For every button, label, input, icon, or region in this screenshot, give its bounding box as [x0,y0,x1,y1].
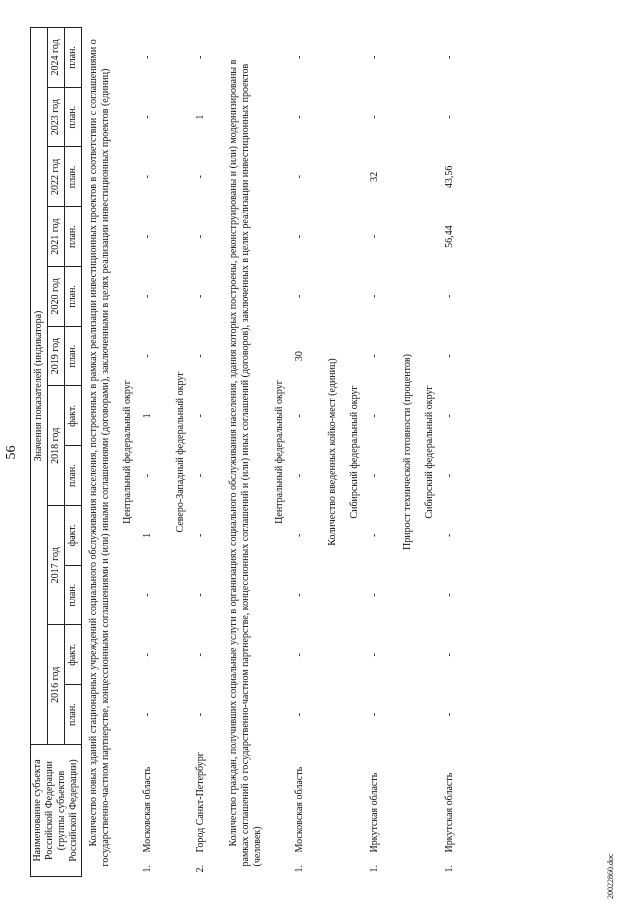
sub-header: план. [65,326,82,386]
sub-header: факт. [65,506,82,566]
table-cell: - [195,175,206,179]
indicator-title: Количество граждан, получивших социальные услуги в организациях социального обслуживания населения, здания которых построены, реконструированы и (или) модернизированы в рамках соглашений о государственно-частном партнерстве, концессионных соглашений и (или) иных соглашений (договоров), заключенных в целях реализации инвестиционных проектов (человек) [228,59,263,867]
table-cell: - [444,354,455,358]
table-cell: - [195,234,206,239]
table-cell: 32 [369,171,380,182]
table-row [365,28,396,877]
sub-header: факт. [65,386,82,446]
indicator-title: Количество введенных койко-мест (единиц) [327,358,338,546]
table-cell: - [369,593,380,597]
district-label: Сибирский федеральный округ [424,385,435,519]
district-label: Центральный федеральный округ [274,380,285,524]
table-cell: - [195,712,206,717]
row-number: 1. [444,865,455,873]
table-cell: 1 [142,532,153,538]
table-cell: - [294,175,305,179]
sub-header: план. [65,87,82,147]
row-number: 1. [294,865,305,873]
table-cell: - [195,533,206,538]
region-name: Московская область [294,766,305,853]
table-cell: - [369,414,380,418]
sub-header: план. [65,565,82,625]
table-row [191,28,222,877]
row-number: 1. [142,865,153,873]
table-cell: - [195,55,206,60]
table-cell: - [142,115,153,119]
year-2019: 2019 год [48,326,65,386]
table-cell: - [444,653,455,657]
district-label: Центральный федеральный округ [122,380,133,524]
table-cell: - [142,234,153,239]
table-cell: - [142,712,153,717]
sub-header: план. [65,446,82,506]
year-2016: 2016 год [48,625,65,745]
sub-header: план. [65,207,82,267]
district-label: Северо-Западный федеральный округ [175,371,186,533]
table-cell: - [369,354,380,358]
table-cell: - [369,653,380,657]
table-cell: - [142,294,153,299]
table-cell: - [294,593,305,597]
table-cell: - [294,712,305,717]
table-cell: - [142,593,153,597]
table-cell: - [369,294,380,299]
table-cell: - [195,653,206,657]
sub-header: план. [65,147,82,207]
table-cell: - [195,294,206,299]
table-cell: - [142,354,153,358]
year-2024: 2024 год [48,28,65,88]
sub-header: план. [65,267,82,327]
table-cell: - [195,593,206,597]
year-2023: 2023 год [48,87,65,147]
col-region-name: Наименование субъекта Российской Федерации (группы субъектов Российской Федерации) [31,745,82,877]
table-cell: - [444,533,455,538]
table-cell: - [294,533,305,538]
table-cell: - [142,473,153,478]
region-name: Иркутская область [369,772,380,853]
sub-header: план. [65,685,82,745]
table-cell: - [294,115,305,119]
table-cell: 56,44 [444,225,455,248]
table-cell: - [294,653,305,657]
year-2020: 2020 год [48,267,65,327]
region-name: Иркутская область [444,772,455,853]
district-label: Сибирский федеральный округ [349,385,360,519]
table-cell: - [294,55,305,60]
table-cell: 1 [195,114,206,120]
table-cell: - [294,234,305,239]
table-cell: - [195,473,206,478]
table-cell: 1 [142,413,153,419]
table-cell: - [444,55,455,60]
table-cell: - [369,712,380,717]
table-cell: - [142,55,153,60]
table-cell: - [369,473,380,478]
row-number: 2. [195,865,206,873]
table-cell: - [294,414,305,418]
table-cell: - [444,712,455,717]
indicator-title: Количество новых зданий стационарных учреждений социального обслуживания населения, построенных в рамках реализации инвестиционных проектов в соответствии с соглашениями о государственно-частном партнерстве, концессионными соглашениями и (или) иными соглашениями (договорами), заключенными в целях реализации инвестиционных проектов (единиц) [88,39,111,867]
values-title: Значения показателей (индикатора) [31,28,48,745]
table-cell: - [444,294,455,299]
table-cell: - [444,414,455,418]
table-cell: - [142,175,153,179]
table-cell: - [369,234,380,239]
table-cell: - [142,653,153,657]
document-id: 20022860.doc [606,853,615,899]
table-cell: - [294,473,305,478]
table-cell: - [444,473,455,478]
table-row [440,28,471,877]
sub-header: план. [65,28,82,88]
table-cell: - [369,55,380,60]
table-row [290,28,321,877]
table-cell: - [369,115,380,119]
table-cell: 43,56 [444,165,455,189]
page-number: 56 [4,445,19,460]
year-2021: 2021 год [48,207,65,267]
indicators-table [30,27,471,877]
table-row [138,28,169,877]
region-name: Московская область [142,766,153,853]
sub-header: факт. [65,625,82,685]
table-cell: 30 [294,351,305,362]
year-2017: 2017 год [48,506,65,626]
year-2018: 2018 год [48,386,65,506]
indicator-title: Прирост технической готовности (процентов) [402,354,413,550]
year-2022: 2022 год [48,147,65,207]
table-cell: - [444,115,455,119]
table-cell: - [369,533,380,538]
row-number: 1. [369,865,380,873]
table-cell: - [294,294,305,299]
table-cell: - [195,414,206,418]
table-cell: - [195,354,206,358]
table-cell: - [444,593,455,597]
region-name: Город Санкт-Петербург [195,752,206,853]
